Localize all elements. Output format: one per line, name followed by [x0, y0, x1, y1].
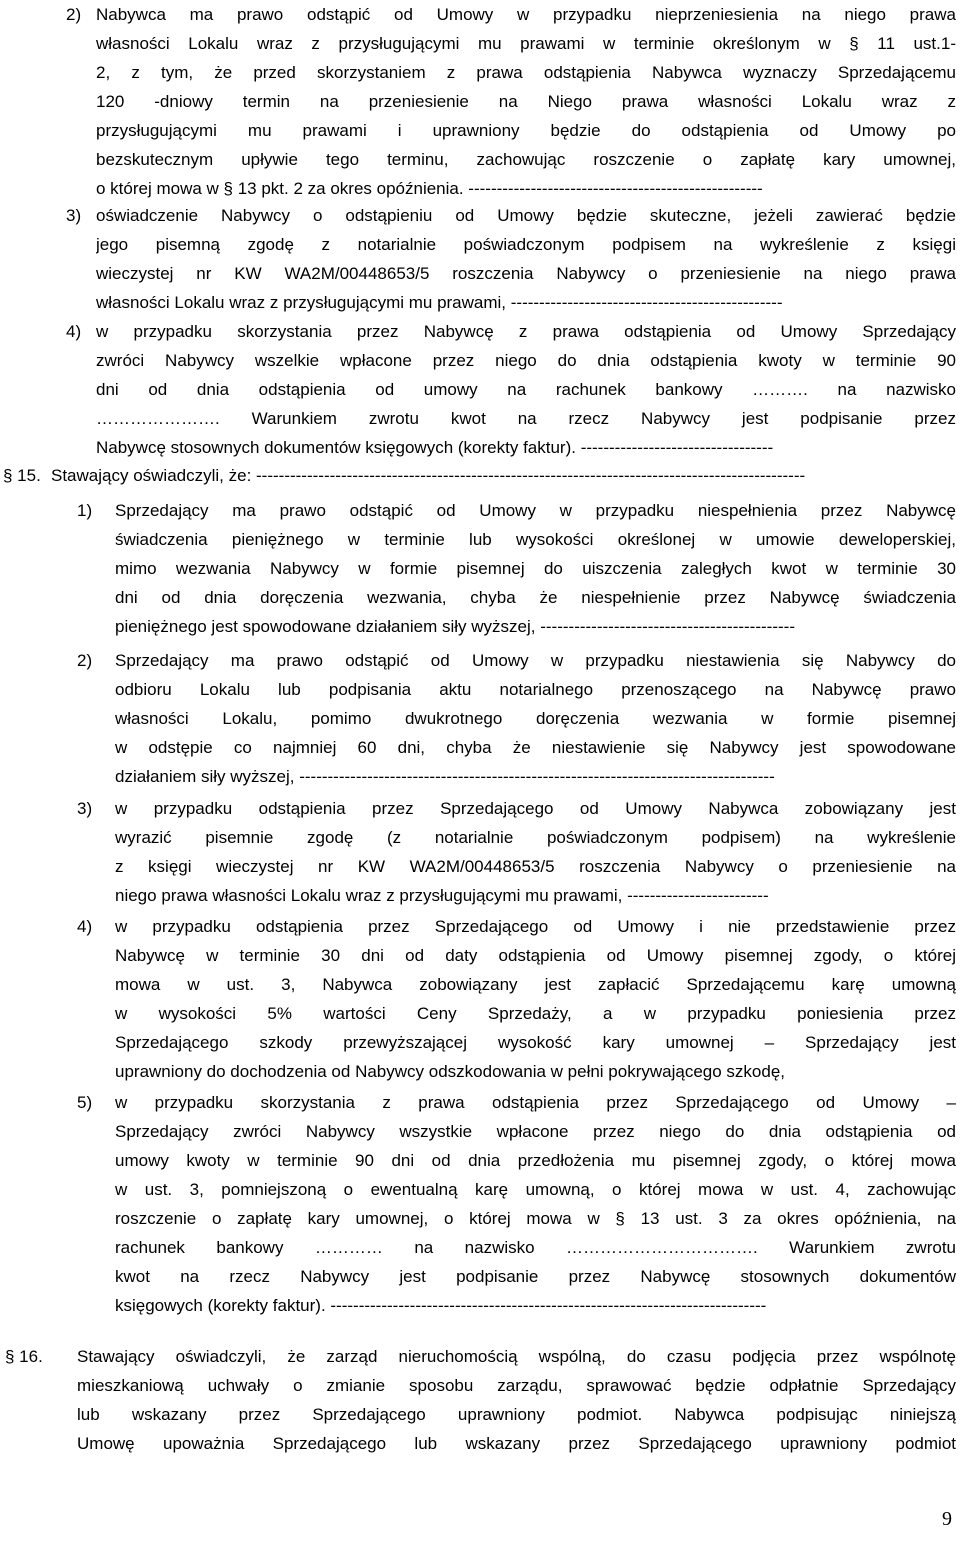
text-line: 2, z tym, że przed skorzystaniem z prawa odstąpienia Nabywca wyznaczy Sprzedającemu — [96, 63, 956, 82]
text-line: działaniem siły wyższej, ------------------------------------------------------------------------------------ — [115, 767, 775, 786]
text-line: Nabywcę w terminie 30 dni od daty odstąpienia od Umowy pisemnej zgody, o której — [115, 946, 956, 965]
section-number: § 15. — [3, 466, 41, 485]
text-line: 120 -dniowy termin na przeniesienie na Niego prawa własności Lokalu wraz z — [96, 92, 956, 111]
section-text — [77, 1342, 956, 1458]
section-number: 4) — [77, 917, 93, 936]
page-number: 9 — [942, 1508, 952, 1530]
text-line: wyrazić pisemnie zgodę (z notarialnie poświadczonym podpisem) na wykreślenie — [115, 828, 956, 847]
section-number: 3) — [66, 206, 82, 225]
section-number: 1) — [77, 501, 93, 520]
text-line: lub wskazany przez Sprzedającego uprawniony podmiot. Nabywca podpisując niniejszą — [77, 1405, 956, 1424]
text-line: w przypadku skorzystania z prawa odstąpienia przez Sprzedającego od Umowy – — [115, 1093, 956, 1112]
text-line: kwot na rzecz Nabywcy jest podpisanie przez Nabywcę stosownych dokumentów — [115, 1267, 956, 1286]
text-line: Nabywcę stosownych dokumentów księgowych (korekty faktur). ---------------------------------- — [96, 438, 774, 457]
text-line: świadczenia pieniężnego w terminie lub wysokości określonej w umowie deweloperskiej, — [115, 530, 956, 549]
text-line: oświadczenie Nabywcy o odstąpieniu od Umowy będzie skuteczne, jeżeli zawierać będzie — [96, 206, 956, 225]
text-line: w wysokości 5% wartości Ceny Sprzedaży, a w przypadku poniesienia przez — [115, 1004, 956, 1023]
text-line: niego prawa własności Lokalu wraz z przysługującymi mu prawami, ------------------------- — [115, 886, 769, 905]
text-line: w ust. 3, pomniejszoną o ewentualną karę umowną, o której mowa w ust. 4, zachowując — [115, 1180, 956, 1199]
text-line: w przypadku odstąpienia przez Sprzedającego od Umowy i nie przedstawienie przez — [115, 917, 956, 936]
section-text — [96, 317, 956, 462]
text-line: dni od dnia doręczenia wezwania, chyba że niespełnienie przez Nabywcę świadczenia — [115, 588, 956, 607]
section-text — [115, 1088, 956, 1320]
text-line: bezskutecznym upływie tego terminu, zachowując roszczenie o zapłatę kary umownej, — [96, 150, 956, 169]
text-line: z księgi wieczystej nr KW WA2M/00448653/5 roszczenia Nabywcy o przeniesienie na — [115, 857, 956, 876]
section-text — [115, 496, 956, 641]
text-line: w przypadku odstąpienia przez Sprzedającego od Umowy Nabywca zobowiązany jest — [115, 799, 956, 818]
text-line: Sprzedający ma prawo odstąpić od Umowy w przypadku niespełnienia przez Nabywcę — [115, 501, 956, 520]
text-line: umowy kwoty w terminie 90 dni od dnia przedłożenia mu pisemnej zgody, o której mowa — [115, 1151, 956, 1170]
section-number: 3) — [77, 799, 93, 818]
text-line: w przypadku skorzystania przez Nabywcę z prawa odstąpienia od Umowy Sprzedający — [96, 322, 956, 341]
section-number: 2) — [66, 5, 82, 24]
text-line: uprawniony do dochodzenia od Nabywcy odszkodowania w pełni pokrywającego szkodę, — [115, 1062, 786, 1081]
text-line: księgowych (korekty faktur). ----------------------------------------------------------------------------- — [115, 1296, 767, 1315]
section-number: 5) — [77, 1093, 93, 1112]
text-line: wieczystej nr KW WA2M/00448653/5 roszczenia Nabywcy o przeniesienie na niego prawa — [96, 264, 956, 283]
text-line: przysługującymi mu prawami i uprawniony będzie do odstąpienia od Umowy po — [96, 121, 956, 140]
text-line: jego pisemną zgodę z notarialnie poświadczonym podpisem na wykreślenie z księgi — [96, 235, 956, 254]
text-line: mieszkaniową uchwały o zmianie sposobu zarządu, sprawować będzie odpłatnie Sprzedający — [77, 1376, 956, 1395]
text-line: Sprzedający ma prawo odstąpić od Umowy w przypadku niestawienia się Nabywcy do — [115, 651, 956, 670]
text-line: Sprzedającego szkody przewyższającej wysokość kary umownej – Sprzedający jest — [115, 1033, 956, 1052]
text-line: w odstępie co najmniej 60 dni, chyba że niestawienie się Nabywcy jest spowodowane — [115, 738, 956, 757]
text-line: rachunek bankowy ………… na nazwisko ……………………………. Warunkiem zwrotu — [115, 1238, 956, 1257]
text-line: Sprzedający zwróci Nabywcy wszystkie wpłacone przez niego do dnia odstąpienia od — [115, 1122, 956, 1141]
section-number: 2) — [77, 651, 93, 670]
text-line: Nabywca ma prawo odstąpić od Umowy w przypadku nieprzeniesienia na niego prawa — [96, 5, 956, 24]
text-line: Umowę upoważnia Sprzedającego lub wskazany przez Sprzedającego uprawniony podmiot — [77, 1434, 956, 1453]
text-line: dni od dnia odstąpienia od umowy na rachunek bankowy ………. na nazwisko — [96, 380, 956, 399]
text-line: mimo wezwania Nabywcy w formie pisemnej do uiszczenia zaległych kwot w terminie 30 — [115, 559, 956, 578]
section-text — [115, 912, 956, 1086]
text-line: własności Lokalu, pomimo dwukrotnego doręczenia wezwania w formie pisemnej — [115, 709, 956, 728]
section-text — [96, 201, 956, 317]
section-text — [115, 794, 956, 910]
text-line: własności Lokalu wraz z przysługującymi mu prawami, ------------------------------------------------ — [96, 293, 783, 312]
text-line: odbioru Lokalu lub podpisania aktu notarialnego przenoszącego na Nabywcę prawo — [115, 680, 956, 699]
section-number: 4) — [66, 322, 82, 341]
text-line: …………………. Warunkiem zwrotu kwot na rzecz Nabywcy jest podpisanie przez — [96, 409, 956, 428]
text-line: roszczenie o zapłatę kary umownej, o której mowa w § 13 ust. 3 za okres opóźnienia, na — [115, 1209, 956, 1228]
text-line: o której mowa w § 13 pkt. 2 za okres opóźnienia. ---------------------------------------------------- — [96, 179, 763, 198]
text-line: zwróci Nabywcy wszelkie wpłacone przez niego do dnia odstąpienia kwoty w terminie 90 — [96, 351, 956, 370]
text-line: pieniężnego jest spowodowane działaniem siły wyższej, --------------------------------------------- — [115, 617, 795, 636]
section-text — [96, 0, 956, 203]
text-line: Stawający oświadczyli, że zarząd nieruchomością wspólną, do czasu podjęcia przez wspólnotę — [77, 1347, 956, 1366]
text-line: własności Lokalu wraz z przysługującymi mu prawami w terminie określonym w § 11 ust.1- — [96, 34, 956, 53]
text-line: Stawający oświadczyli, że: ------------------------------------------------------------------------------------------------- — [51, 466, 806, 485]
section-text — [51, 461, 956, 490]
section-text — [115, 646, 956, 791]
section-number: § 16. — [5, 1347, 43, 1366]
text-line: mowa w ust. 3, Nabywca zobowiązany jest zapłacić Sprzedającemu karę umowną — [115, 975, 956, 994]
